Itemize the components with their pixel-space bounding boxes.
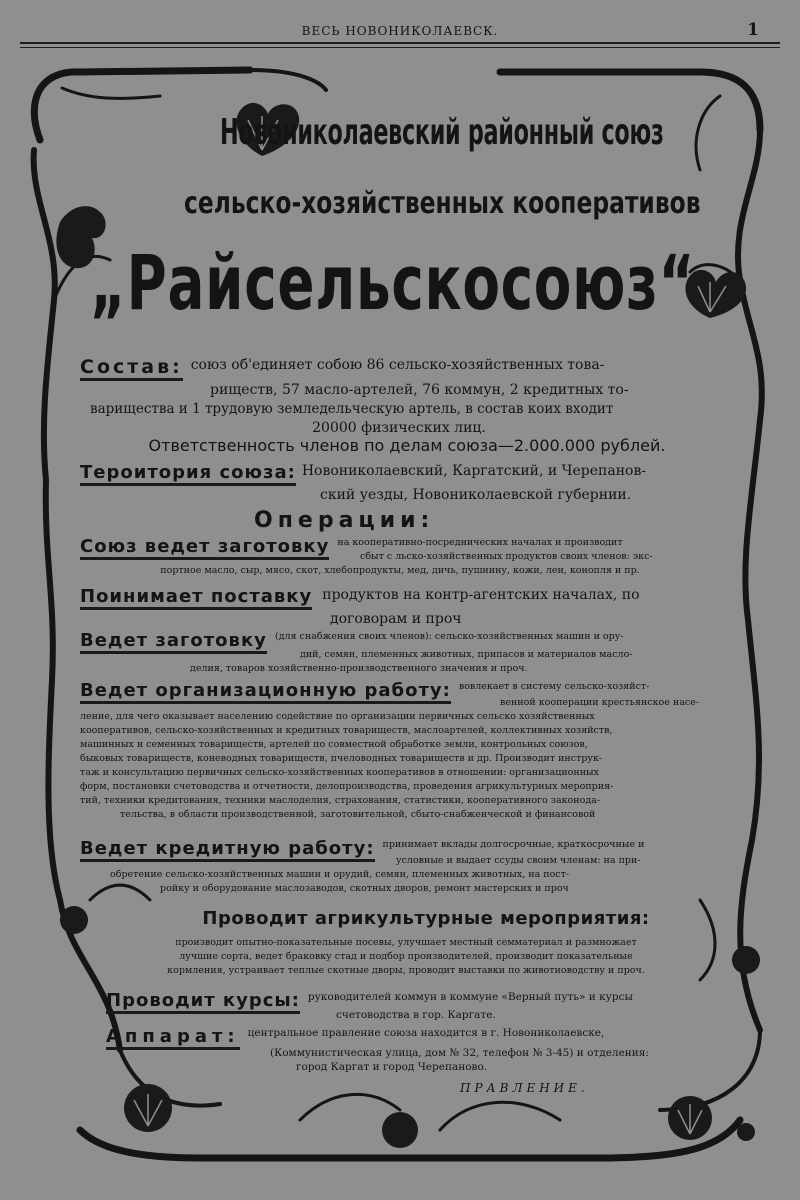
section-zagotovka1: [80, 536, 720, 578]
signature: ПРАВЛЕНИЕ.: [460, 1081, 589, 1095]
apparat-label: Аппарат:: [106, 1026, 240, 1050]
org-line2: венной кооперации крестьянское насе-: [500, 697, 700, 708]
operations-title: Операции:: [254, 508, 435, 533]
section-sostav: [80, 356, 718, 438]
org-line3: ление, для чего оказывает населению содействие по организации первичных сельско хозяйственных: [80, 711, 595, 722]
credit-line2: условные и выдает ссуды своим членам: на при-: [396, 855, 641, 866]
org-line5: машинных и семенных товариществ, артелей по совместной обработке земли, контрольных союзов,: [80, 739, 588, 750]
zagotovka1-line2: сбыт с льско-хозяйственных продуктов своих членов: экс-: [360, 551, 653, 562]
org-line7: таж и консультацию первичных сельско-хозяйственных кооперативов в отношении: организационных: [80, 767, 599, 778]
headline-name: „Райсельскосоюз“: [90, 238, 696, 327]
credit-line4: ройку и оборудование маслозаводов, скотных дворов, ремонт мастерских и проч: [160, 883, 569, 894]
zagotovka1-line3: портное масло, сыр, мясо, скот, хлебопродукты, мед, дичь, пушнину, кожи, лен, конопля и пр.: [160, 565, 640, 576]
section-courses: [106, 990, 718, 1022]
sostav-line1: союз об'единяет собою 86 сельско-хозяйственных това-: [190, 357, 605, 373]
page-number: 1: [747, 20, 760, 40]
sostav-line4: 20000 физических лиц.: [312, 420, 486, 436]
section-territory: [80, 462, 718, 505]
org-label: Ведет организационную работу:: [80, 680, 451, 704]
courses-label: Проводит курсы:: [106, 990, 300, 1014]
territory-line2: ский уезды, Новониколаевской губернии.: [320, 487, 632, 503]
territory-label: Тероитория союза:: [80, 462, 296, 486]
courses-line2: счетоводства в гор. Каргате.: [336, 1009, 496, 1021]
org-line6: быковых товариществ, коневодных товариществ, пчеловодных товариществ и др. Производит инструк-: [80, 753, 603, 764]
zagotovka2-line3: делия, товаров хозяйственно-производственного значения и проч.: [190, 663, 528, 674]
agro-line2: лучшие сорта, ведет браковку стад и подбор производителей, производит показательные: [179, 951, 633, 962]
agro-label: Проводит агрикультурные мероприятия:: [202, 908, 650, 929]
sostav-line2: риществ, 57 масло-артелей, 76 коммун, 2 кредитных то-: [210, 382, 629, 398]
responsibility: Ответственность членов по делам союза—2.000.000 рублей.: [148, 436, 666, 455]
zagotovka2-label: Ведет заготовку: [80, 630, 267, 654]
running-head-title: ВЕСЬ НОВОНИКОЛАЕВСК.: [301, 24, 499, 38]
section-org: [80, 680, 720, 822]
section-agro: [100, 936, 712, 978]
zagotovka2-line1: (для снабжения своих членов): сельско-хозяйственных машин и ору-: [274, 631, 624, 642]
org-line8: форм, постановки счетоводства и отчетности, делопроизводства, проведения агрикультурных мероприя-: [80, 781, 614, 792]
sostav-label: Состав:: [80, 356, 183, 381]
territory-line1: Новониколаевский, Каргатский, и Черепанов-: [301, 463, 647, 479]
credit-line1: принимает вклады долгосрочные, краткосрочные и: [382, 839, 645, 850]
section-credit: [80, 838, 720, 896]
org-line1: вовлекает в систему сельско-хозяйст-: [458, 681, 650, 692]
org-line4: кооперативов, сельско-хозяйственных и кредитных товариществ, маслоартелей, коллективных хозяйств,: [80, 725, 613, 736]
headline-line1: Новониколаевский районный союз: [220, 112, 664, 153]
org-line10: тельства, в области производственной, заготовительной, сбыто-снабженческой и финансовой: [120, 809, 596, 820]
section-postavka: [80, 586, 720, 629]
apparat-line2: (Коммунистическая улица, дом № 32, телефон № 3-45) и отделения:: [270, 1047, 649, 1059]
courses-line1: руководителей коммун в коммуне «Верный путь» и курсы: [307, 991, 633, 1003]
agro-line1: производит опытно-показательные посевы, улучшает местный семматериал и размножает: [175, 937, 637, 948]
credit-line3: обретение сельско-хозяйственных машин и орудий, семян, племенных животных, на пост-: [110, 869, 570, 880]
zagotovka1-label: Союз ведет заготовку: [80, 536, 329, 560]
postavka-label: Поинимает поставку: [80, 586, 312, 610]
headline-line2: сельско-хозяйственных кооперативов: [184, 186, 701, 221]
sostav-line3: варищества и 1 трудовую земледельческую артель, в состав коих входит: [90, 401, 614, 417]
postavka-line2: договорам и проч: [330, 611, 462, 627]
org-line9: тий, техники кредитования, техники маслоделия, страхования, статистики, кооперативного законода-: [80, 795, 601, 806]
agro-line3: кормления, устраивает теплые скотные дворы, проводит выставки по животноводству и проч.: [167, 965, 645, 976]
section-apparat: [106, 1026, 718, 1074]
credit-label: Ведет кредитную работу:: [80, 838, 375, 862]
zagotovka1-line1: на кооперативно-посреднических началах и производит: [337, 537, 623, 548]
section-zagotovka2: [80, 630, 720, 676]
postavka-line1: продуктов на контр-агентских началах, по: [322, 587, 640, 603]
apparat-line1: центральное правление союза находится в г. Новониколаевске,: [247, 1027, 605, 1039]
zagotovka2-line2: дий, семян, племенных животных, припасов и материалов масло-: [300, 649, 633, 660]
apparat-line3: город Каргат и город Черепаново.: [296, 1061, 488, 1073]
